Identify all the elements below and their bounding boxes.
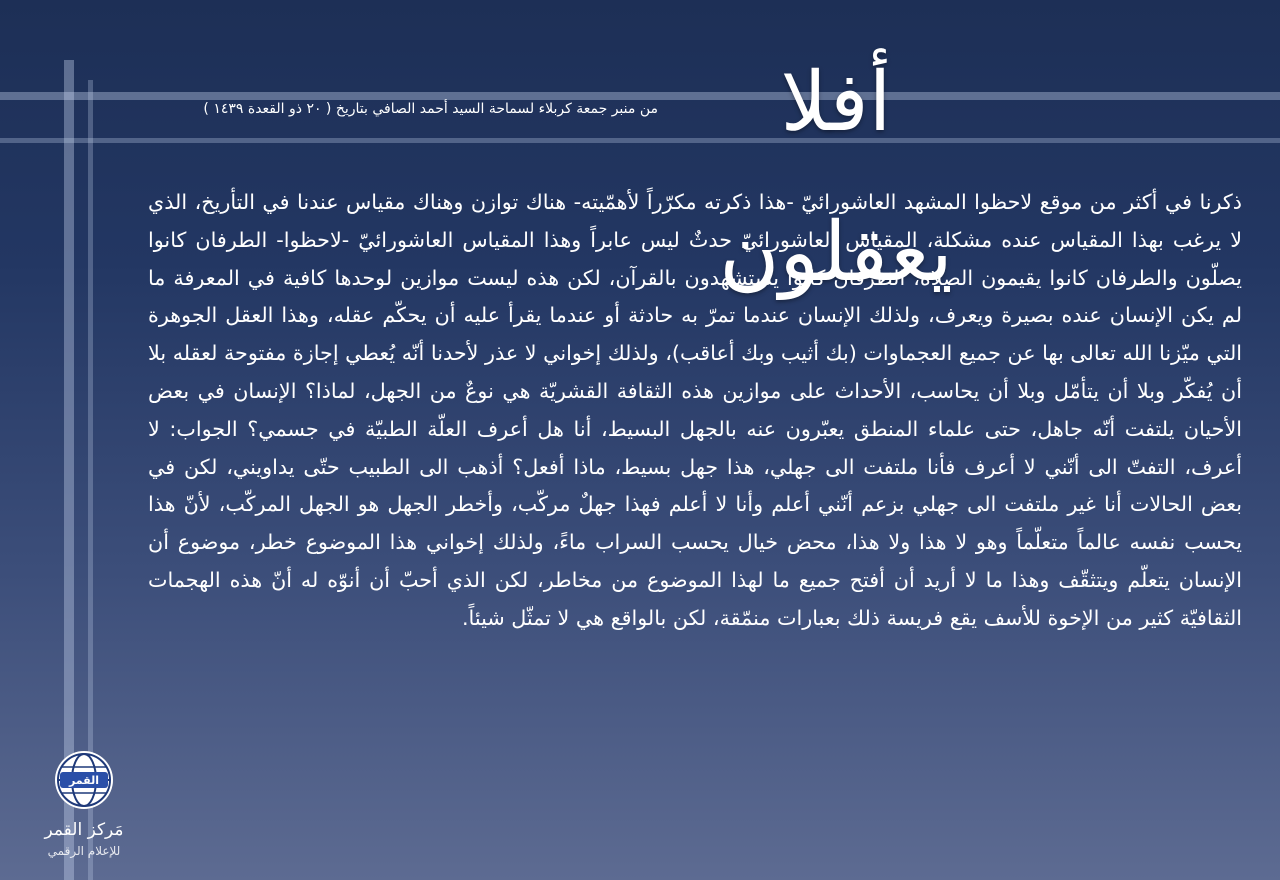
background-cross-horizontal-thin — [0, 138, 1280, 143]
globe-icon — [52, 748, 116, 812]
background-cross-horizontal — [0, 92, 1280, 100]
title-calligraphy: أفلا يعقلون — [719, 55, 953, 300]
source-caption: من منبر جمعة كربلاء لسماحة السيد أحمد الصافي بتاريخ ( ٢٠ ذو القعدة ١٤٣٩ ) — [203, 101, 658, 117]
sermon-text: ذكرنا في أكثر من موقع لاحظوا المشهد العاشورائيّ -هذا ذكرته مكرّراً لأهمّيته- هناك توازن وهناك مقياس عندنا في التأريخ، الذي لا يرغب بهذا المقياس عنده مشكلة، المقياس العاشورائيّ حدثٌ ليس عابراً وهذا المقياس العاشورائيّ -لاحظوا- الطرفان كانوا يصلّون والطرفان كانوا يقيمون الصلاة، الطرفان كانوا يستشهدون بالقرآن، لكن هذه ليست موازين لوحدها كافية في المعرفة ما لم يكن الإنسان عنده بصيرة ويعرف، ولذلك الإنسان عندما تمرّ به حادثة أو عندما يقرأ عليه أن يحكّم عقله، وهذا العقل الجوهرة التي ميّزنا الله تعالى بها عن جميع العجماوات (بك أثيب وبك أعاقب)، ولذلك إخواني لا عذر لأحدنا أنّه يُعطي إجازة مفتوحة لعقله بلا أن يُفكّر وبلا أن يتأمّل وبلا أن يحاسب، الأحداث على موازين هذه الثقافة القشريّة هي نوعٌ من الجهل، لماذا؟ الإنسان في بعض الأحيان يلتفت أنّه جاهل، حتى علماء المنطق يعبّرون عنه بالجهل البسيط، أنا هل أعرف العلّة الطبيّة في جسمي؟ الجواب: لا أعرف، التفتّ الى أنّني لا أعرف فأنا ملتفت الى جهلي، هذا جهل بسيط، ماذا أفعل؟ أذهب الى الطبيب حتّى يداويني، لكن في بعض الحالات أنا غير ملتفت الى جهلي بزعم أنّني أعلم وأنا لا أعلم فهذا جهلٌ مركّب، وأخطر الجهل هو الجهل المركّب، لأنّ هذا يحسب نفسه عالماً متعلّماً وهو لا هذا ولا هذا، محض خيال يحسب السراب ماءً، ولذلك إخواني هذا الموضوع خطر، موضوع أن الإنسان يتعلّم ويتثقّف وهذا ما لا أريد أن أفتح جميع ما لهذا الموضوع من مخاطر، لكن الذي أحبّ أن أنوّه له أنّ هذه الهجمات الثقافيّة كثير من الإخوة للأسف يقع فريسة ذلك بعبارات منمّقة، لكن بالواقع هي لا تمثّل شيئاً. — [148, 190, 1242, 630]
organization-name: مَركز القمر — [44, 820, 124, 840]
logo-badge-text: القمر — [68, 774, 100, 787]
organization-logo — [24, 748, 144, 878]
organization-subtitle: للإعلام الرقمي — [47, 844, 121, 858]
